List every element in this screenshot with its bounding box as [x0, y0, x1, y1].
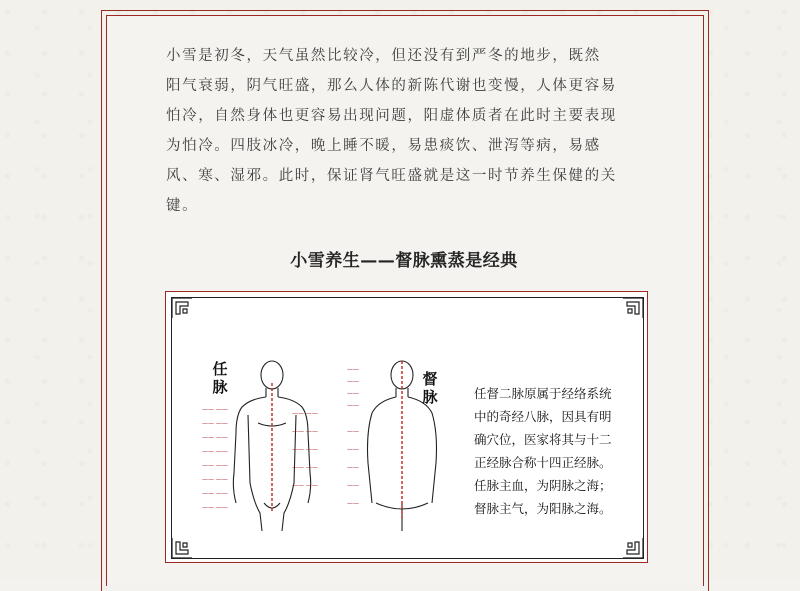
acupoint-label-mark: —— ——	[292, 482, 318, 489]
back-meridian-label: 督脉	[422, 370, 438, 406]
acupoint-label-mark: —— ——	[292, 410, 318, 417]
acupoint-label-mark: —— ——	[202, 504, 228, 511]
figure-inner-frame	[171, 297, 644, 559]
acupoint-label-mark: —— ——	[202, 434, 228, 441]
acupoint-label-mark: —— ——	[202, 462, 228, 469]
acupoint-label-mark: —— ——	[202, 490, 228, 497]
acupoint-label-mark: ——	[347, 446, 359, 453]
section-subtitle: 小雪养生——督脉熏蒸是经典	[290, 251, 518, 271]
acupoint-label-mark: ——	[347, 428, 359, 435]
paragraph-line: 为怕冷。四肢冰冷，晚上睡不暖，易患痰饮、泄泻等病，易感	[166, 138, 601, 154]
paragraph-line: 阳气衰弱，阴气旺盛，那么人体的新陈代谢也变慢，人体更容易	[166, 78, 617, 94]
acupoint-label-mark: —— ——	[202, 420, 228, 427]
acupoint-label-mark: —— ——	[292, 446, 318, 453]
paragraph-line: 风、寒、湿邪。此时，保证肾气旺盛就是这一时节养生保健的关	[166, 168, 617, 184]
acupoint-label-mark: —— ——	[202, 406, 228, 413]
back-body-illustration	[342, 353, 462, 533]
acupoint-label-mark: ——	[347, 482, 359, 489]
front-meridian-label: 任脉	[212, 360, 228, 396]
paragraph-line: 怕冷，自然身体也更容易出现问题，阳虚体质者在此时主要表现	[166, 108, 617, 124]
figure-caption	[474, 382, 624, 520]
article-paragraph	[166, 41, 646, 221]
meridian-figure	[165, 291, 648, 563]
acupoint-label-mark: —— ——	[202, 448, 228, 455]
corner-ornament-icon	[171, 537, 193, 559]
corner-ornament-icon	[171, 297, 193, 319]
caption-line: 任督二脉原属于经络系统	[474, 386, 612, 401]
acupoint-label-mark: ——	[347, 402, 359, 409]
corner-ornament-icon	[622, 537, 644, 559]
acupoint-label-mark: —— ——	[292, 428, 318, 435]
acupoint-label-mark: ——	[347, 390, 359, 397]
paragraph-line: 小雪是初冬，天气虽然比较冷，但还没有到严冬的地步，既然	[166, 48, 601, 64]
caption-line: 任脉主血，为阴脉之海；	[474, 478, 612, 493]
caption-line: 督脉主气，为阳脉之海。	[474, 501, 612, 516]
caption-line: 正经脉合称十四正经脉。	[474, 455, 612, 470]
acupoint-label-mark: ——	[347, 500, 359, 507]
acupoint-label-mark: —— ——	[292, 464, 318, 471]
caption-line: 中的奇经八脉，因具有明	[474, 409, 612, 424]
acupoint-label-mark: —— ——	[202, 476, 228, 483]
caption-line: 确穴位，医家将其与十二	[474, 432, 612, 447]
acupoint-label-mark: ——	[347, 464, 359, 471]
paragraph-line: 键。	[166, 198, 199, 214]
acupoint-label-mark: ——	[347, 378, 359, 385]
acupoint-label-mark: ——	[347, 366, 359, 373]
corner-ornament-icon	[622, 297, 644, 319]
